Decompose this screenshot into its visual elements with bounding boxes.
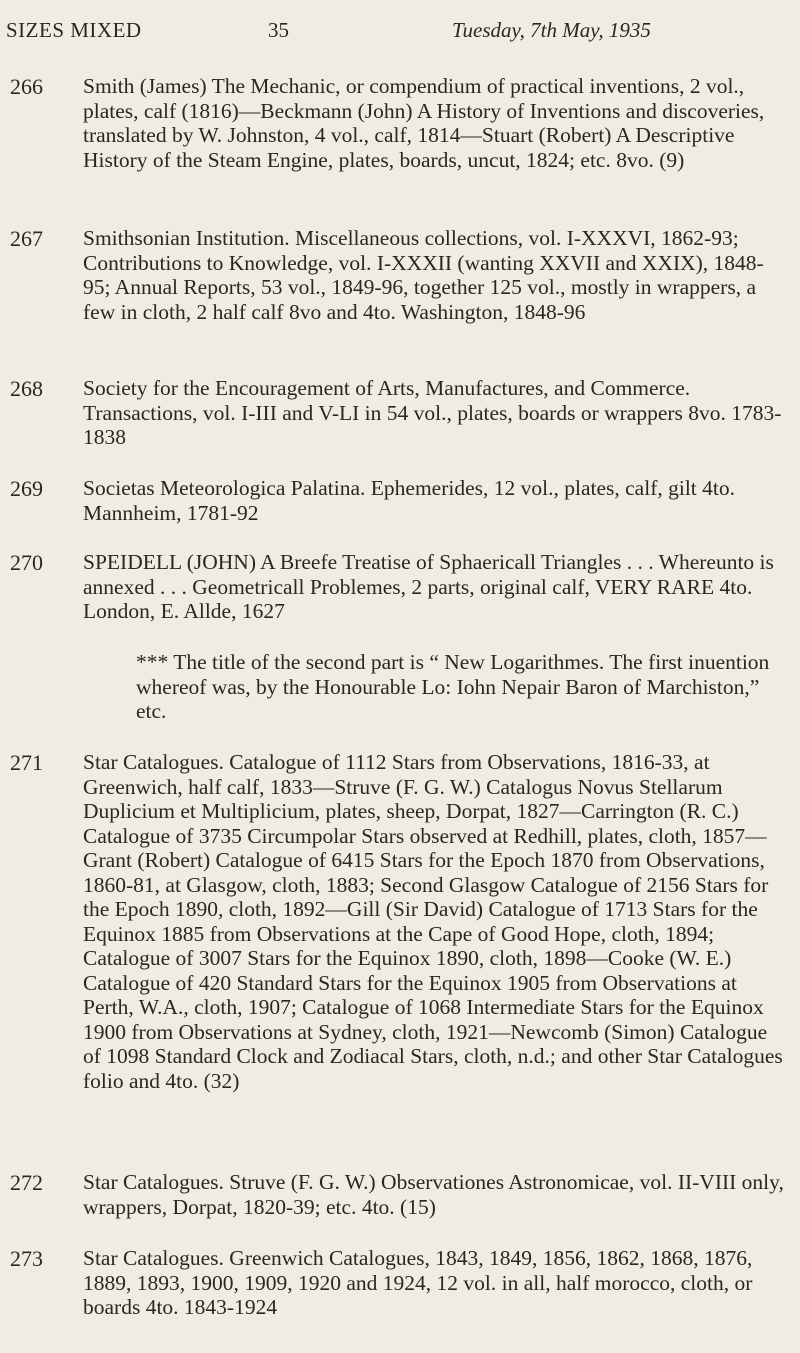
lot-description: Smith (James) The Mechanic, or compendium of practical inventions, 2 vol., plates, calf (1816)—Beckmann (John) A History of Inventions and discoveries, translated by W. Johnston, 4 vol., calf, 1814—Stuart (Robert) A Descriptive History of the Steam Engine, plates, boards, uncut, 1824; etc. 8vo. (9) [83, 74, 765, 172]
lot-description: Smithsonian Institution. Miscellaneous collections, vol. I-XXXVI, 1862-93; Contributions to Knowledge, vol. I-XXXII (wanting XXVII and XXIX), 1848-95; Annual Reports, 53 vol., 1849-96, together 125 vol., mostly in wrappers, a few in cloth, 2 half calf 8vo and 4to. Washington, 1848-96 [83, 226, 764, 324]
lot-description: Society for the Encouragement of Arts, Manufactures, and Commerce. Transactions, vol. I-III and V-LI in 54 vol., plates, boards or wrappers 8vo. 1783-1838 [83, 376, 782, 449]
lot-description: Societas Meteorologica Palatina. Ephemerides, 12 vol., plates, calf, gilt 4to. Mannheim, 1781-92 [83, 476, 735, 525]
lot-number: 268 [10, 376, 43, 401]
bibliographic-note: *** The title of the second part is “ New Logarithmes. The first inuention whereof was, by the Honourable Lo: Iohn Nepair Baron of Marchiston,” etc. [136, 650, 770, 723]
lot-number: 267 [10, 226, 43, 251]
lot-number: 270 [10, 550, 43, 575]
lot-number: 266 [10, 74, 43, 99]
lot-description: Star Catalogues. Greenwich Catalogues, 1843, 1849, 1856, 1862, 1868, 1876, 1889, 1893, 1900, 1909, 1920 and 1924, 12 vol. in all, half morocco, cloth, or boards 4to. 1843-1924 [83, 1246, 753, 1319]
page-number: 35 [268, 18, 289, 42]
lot-number: 273 [10, 1246, 43, 1271]
lot-description: Star Catalogues. Catalogue of 1112 Stars from Observations, 1816-33, at Greenwich, half calf, 1833—Struve (F. G. W.) Catalogus Novus Stellarum Duplicium et Multiplicium, plates, sheep, Dorpat, 1827—Carrington (R. C.) Catalogue of 3735 Circumpolar Stars observed at Redhill, plates, cloth, 1857—Grant (Robert) Catalogue of 6415 Stars for the Epoch 1870 from Observations, 1860-81, at Glasgow, cloth, 1883; Second Glasgow Catalogue of 2156 Stars for the Epoch 1890, cloth, 1892—Gill (Sir David) Catalogue of 1713 Stars for the Equinox 1885 from Observations at the Cape of Good Hope, cloth, 1894; Catalogue of 3007 Stars for the Equinox 1890, cloth, 1898—Cooke (W. E.) Catalogue of 420 Standard Stars for the Equinox 1905 from Observations at Perth, W.A., cloth, 1907; Catalogue of 1068 Intermediate Stars for the Equinox 1900 from Observations at Sydney, cloth, 1921—Newcomb (Simon) Catalogue of 1098 Standard Clock and Zodiacal Stars, cloth, n.d.; and other Star Catalogues folio and 4to. (32) [83, 750, 783, 1093]
lot-number: 269 [10, 476, 43, 501]
lot-description: Star Catalogues. Struve (F. G. W.) Observationes Astronomicae, vol. II-VIII only, wrappers, Dorpat, 1820-39; etc. 4to. (15) [83, 1170, 784, 1219]
lot-number: 271 [10, 750, 43, 775]
running-head [6, 18, 776, 48]
section-heading: SIZES MIXED [6, 18, 142, 42]
sale-date: Tuesday, 7th May, 1935 [452, 18, 651, 42]
lot-number: 272 [10, 1170, 43, 1195]
lot-description: SPEIDELL (JOHN) A Breefe Treatise of Sphaericall Triangles . . . Whereunto is annexed . . . Geometricall Problemes, 2 parts, original calf, VERY RARE 4to. London, E. Allde, 1627 [83, 550, 774, 623]
